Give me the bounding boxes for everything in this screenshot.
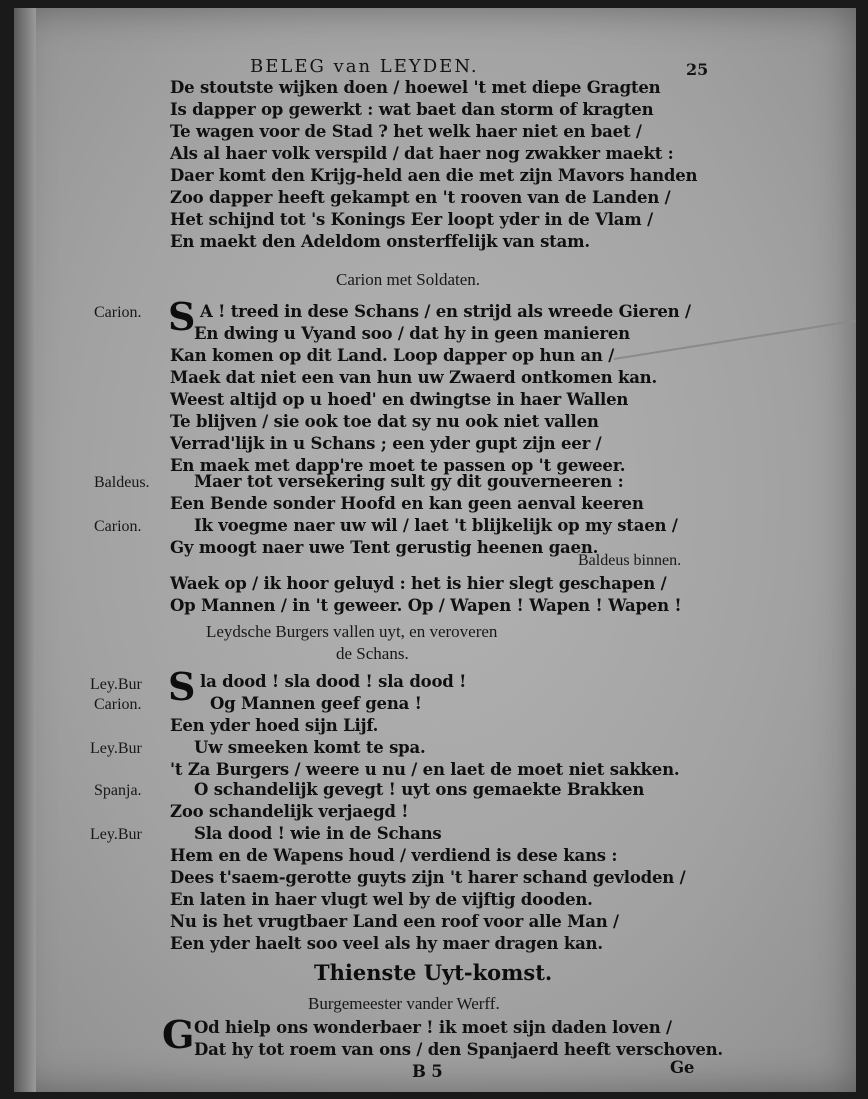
verse-line: Het schijnd tot 's Konings Eer loopt yder in de Vlam / bbox=[170, 210, 653, 229]
verse-line: Te wagen voor de Stad ? het welk haer niet en baet / bbox=[170, 122, 642, 141]
verse-line: Is dapper op gewerkt : wat baet dan storm of kragten bbox=[170, 100, 654, 119]
verse-line: O schandelijk gevegt ! uyt ons gemaekte Brakken bbox=[194, 780, 645, 799]
verse-line: Kan komen op dit Land. Loop dapper op hun an / bbox=[170, 346, 615, 365]
verse-line: Nu is het vrugtbaer Land een roof voor alle Man / bbox=[170, 912, 619, 931]
scene-heading: Leydsche Burgers vallen uyt, en veroveren bbox=[206, 622, 498, 641]
drop-cap: G bbox=[162, 1012, 195, 1057]
verse-line: Og Mannen geef gena ! bbox=[210, 694, 422, 713]
paper-crease bbox=[614, 319, 856, 360]
scene-heading: Burgemeester vander Werff. bbox=[308, 994, 500, 1013]
verse-line: Weest altijd op u hoed' en dwingtse in haer Wallen bbox=[170, 390, 629, 409]
verse-line: Daer komt den Krijg-held aen die met zijn Mavors handen bbox=[170, 166, 698, 185]
speaker-label: Baldeus. bbox=[94, 474, 150, 491]
verse-line: En maek met dapp're moet te passen op 't geweer. bbox=[170, 456, 626, 475]
verse-line: Een Bende sonder Hoofd en kan geen aenval keeren bbox=[170, 494, 644, 513]
speaker-label: Ley.Bur bbox=[90, 826, 142, 843]
verse-line: Zoo schandelijk verjaegd ! bbox=[170, 802, 409, 821]
drop-cap: S bbox=[168, 294, 196, 339]
speaker-label: Spanja. bbox=[94, 782, 142, 799]
verse-line: En maekt den Adeldom onsterffelijk van stam. bbox=[170, 232, 590, 251]
verse-line: Op Mannen / in 't geweer. Op / Wapen ! Wapen ! Wapen ! bbox=[170, 596, 682, 615]
verse-line: Sla dood ! wie in de Schans bbox=[194, 824, 442, 843]
speaker-label: Carion. bbox=[94, 518, 142, 535]
verse-line: Maek dat niet een van hun uw Zwaerd ontkomen kan. bbox=[170, 368, 658, 387]
speaker-label: Carion. bbox=[94, 304, 142, 321]
verse-line: En laten in haer vlugt wel by de vijftig dooden. bbox=[170, 890, 593, 909]
page-gutter-shadow bbox=[14, 8, 36, 1092]
verse-line: Te blijven / sie ook toe dat sy nu ook niet vallen bbox=[170, 412, 599, 431]
verse-line: la dood ! sla dood ! sla dood ! bbox=[200, 672, 467, 691]
speaker-label: Carion. bbox=[94, 696, 142, 713]
verse-line: Dat hy tot roem van ons / den Spanjaerd heeft verschoven. bbox=[194, 1040, 723, 1059]
speaker-label: Ley.Bur bbox=[90, 676, 142, 693]
verse-line: En dwing u Vyand soo / dat hy in geen manieren bbox=[194, 324, 630, 343]
verse-line: De stoutste wijken doen / hoewel 't met diepe Gragten bbox=[170, 78, 661, 97]
verse-line: Dees t'saem-gerotte guyts zijn 't harer schand gevloden / bbox=[170, 868, 686, 887]
scene-heading: de Schans. bbox=[336, 644, 409, 663]
stage-direction: Baldeus binnen. bbox=[578, 552, 682, 569]
scene-heading: Carion met Soldaten. bbox=[336, 270, 481, 289]
drop-cap: S bbox=[168, 664, 196, 709]
verse-line: Een yder hoed sijn Lijf. bbox=[170, 716, 379, 735]
verse-line: 't Za Burgers / weere u nu / en laet de moet niet sakken. bbox=[170, 760, 680, 779]
verse-line: Verrad'lijk in u Schans ; een yder gupt zijn eer / bbox=[170, 434, 602, 453]
signature-mark: B 5 bbox=[412, 1062, 443, 1081]
verse-line: Gy moogt naer uwe Tent gerustig heenen gaen. bbox=[170, 538, 599, 557]
verse-line: Een yder haelt soo veel als hy maer dragen kan. bbox=[170, 934, 603, 953]
catchword: Ge bbox=[670, 1058, 695, 1077]
act-heading: Thienste Uyt-komst. bbox=[314, 960, 553, 985]
book-page bbox=[14, 8, 856, 1092]
verse-line: Zoo dapper heeft gekampt en 't rooven van de Landen / bbox=[170, 188, 671, 207]
verse-line: Maer tot versekering sult gy dit gouverneeren : bbox=[194, 472, 624, 491]
verse-line: Hem en de Wapens houd / verdiend is dese kans : bbox=[170, 846, 618, 865]
page-number: 25 bbox=[686, 60, 709, 79]
verse-line: Waek op / ik hoor geluyd : het is hier slegt geschapen / bbox=[170, 574, 667, 593]
running-header: BELEG van LEYDEN. bbox=[250, 56, 479, 77]
verse-line: Od hielp ons wonderbaer ! ik moet sijn daden loven / bbox=[194, 1018, 672, 1037]
verse-line: Als al haer volk verspild / dat haer nog zwakker maekt : bbox=[170, 144, 674, 163]
verse-line: Uw smeeken komt te spa. bbox=[194, 738, 426, 757]
verse-line: Ik voegme naer uw wil / laet 't blijkelijk op my staen / bbox=[194, 516, 678, 535]
speaker-label: Ley.Bur bbox=[90, 740, 142, 757]
verse-line: A ! treed in dese Schans / en strijd als wreede Gieren / bbox=[200, 302, 691, 321]
